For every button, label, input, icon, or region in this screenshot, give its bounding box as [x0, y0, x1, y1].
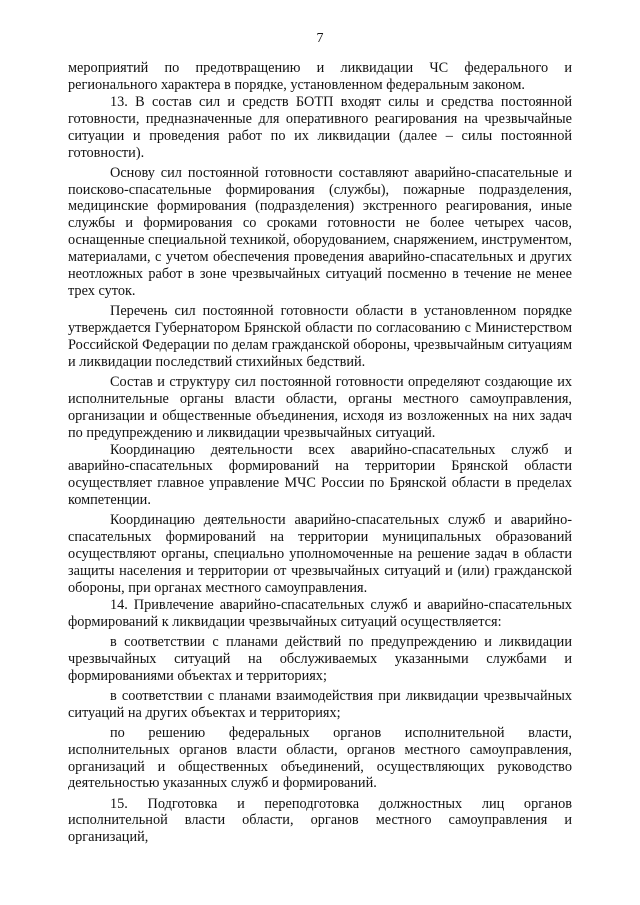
document-body	[68, 60, 572, 846]
paragraph: Состав и структуру сил постоянной готовности определяют создающие их исполнительные органы власти области, органы местного самоуправления, организации и общественные объединения, исходя из возложенных на них задач по предупреждению и ликвидации чрезвычайных ситуаций.	[68, 373, 572, 441]
paragraph: Перечень сил постоянной готовности области в установленном порядке утверждается Губернатором Брянской области по согласованию с Министерством Российской Федерации по делам гражданской обороны, чрезвычайным ситуациям и ликвидации последствий стихийных бедствий.	[68, 303, 572, 370]
paragraph: 13. В состав сил и средств БОТП входят силы и средства постоянной готовности, предназначенные для оперативного реагирования на чрезвычайные ситуации и проведения работ по их ликвидации (далее – силы постоянной готовности).	[68, 93, 572, 161]
paragraph: Координацию деятельности всех аварийно-спасательных служб и аварийно-спасательных формирований на территории Брянской области осуществляет главное управление МЧС России по Брянской области в пределах компетенции.	[68, 441, 572, 509]
paragraph: мероприятий по предотвращению и ликвидации ЧС федерального и регионального характера в порядке, установленном федеральным законом.	[68, 60, 572, 93]
paragraph: Основу сил постоянной готовности составляют аварийно-спасательные и поисково-спасательные формирования (службы), пожарные подразделения, медицинские формирования (подразделения) экстренного реагирования, иные службы и формирования со сроками готовности не более четырех часов, оснащенные специальной техникой, оборудованием, снаряжением, инструментом, материалами, с учетом обеспечения проведения аварийно-спасательных и других неотложных работ в зоне чрезвычайных ситуаций посменно в течение не менее трех суток.	[68, 164, 572, 299]
paragraph: 15. Подготовка и переподготовка должностных лиц органов исполнительной власти области, органов местного самоуправления и организаций,	[68, 795, 572, 846]
paragraph: в соответствии с планами действий по предупреждению и ликвидации чрезвычайных ситуаций на обслуживаемых указанными службами и формированиями объектах и территориях;	[68, 633, 572, 684]
paragraph: 14. Привлечение аварийно-спасательных служб и аварийно-спасательных формирований к ликвидации чрезвычайных ситуаций осуществляется:	[68, 596, 572, 630]
paragraph: в соответствии с планами взаимодействия при ликвидации чрезвычайных ситуаций на других объектах и территориях;	[68, 687, 572, 721]
page-number: 7	[316, 31, 324, 46]
paragraph: по решению федеральных органов исполнительной власти, исполнительных органов власти области, органов местного самоуправления, организаций и общественных объединений, осуществляющих руководство деятельностью указанных служб и формирований.	[68, 724, 572, 792]
paragraph: Координацию деятельности аварийно-спасательных служб и аварийно-спасательных формирований на территории муниципальных образований осуществляют органы, специально уполномоченные на решение задач в области защиты населения и территории от чрезвычайных ситуаций и (или) гражданской обороны, при органах местного самоуправления.	[68, 512, 572, 596]
